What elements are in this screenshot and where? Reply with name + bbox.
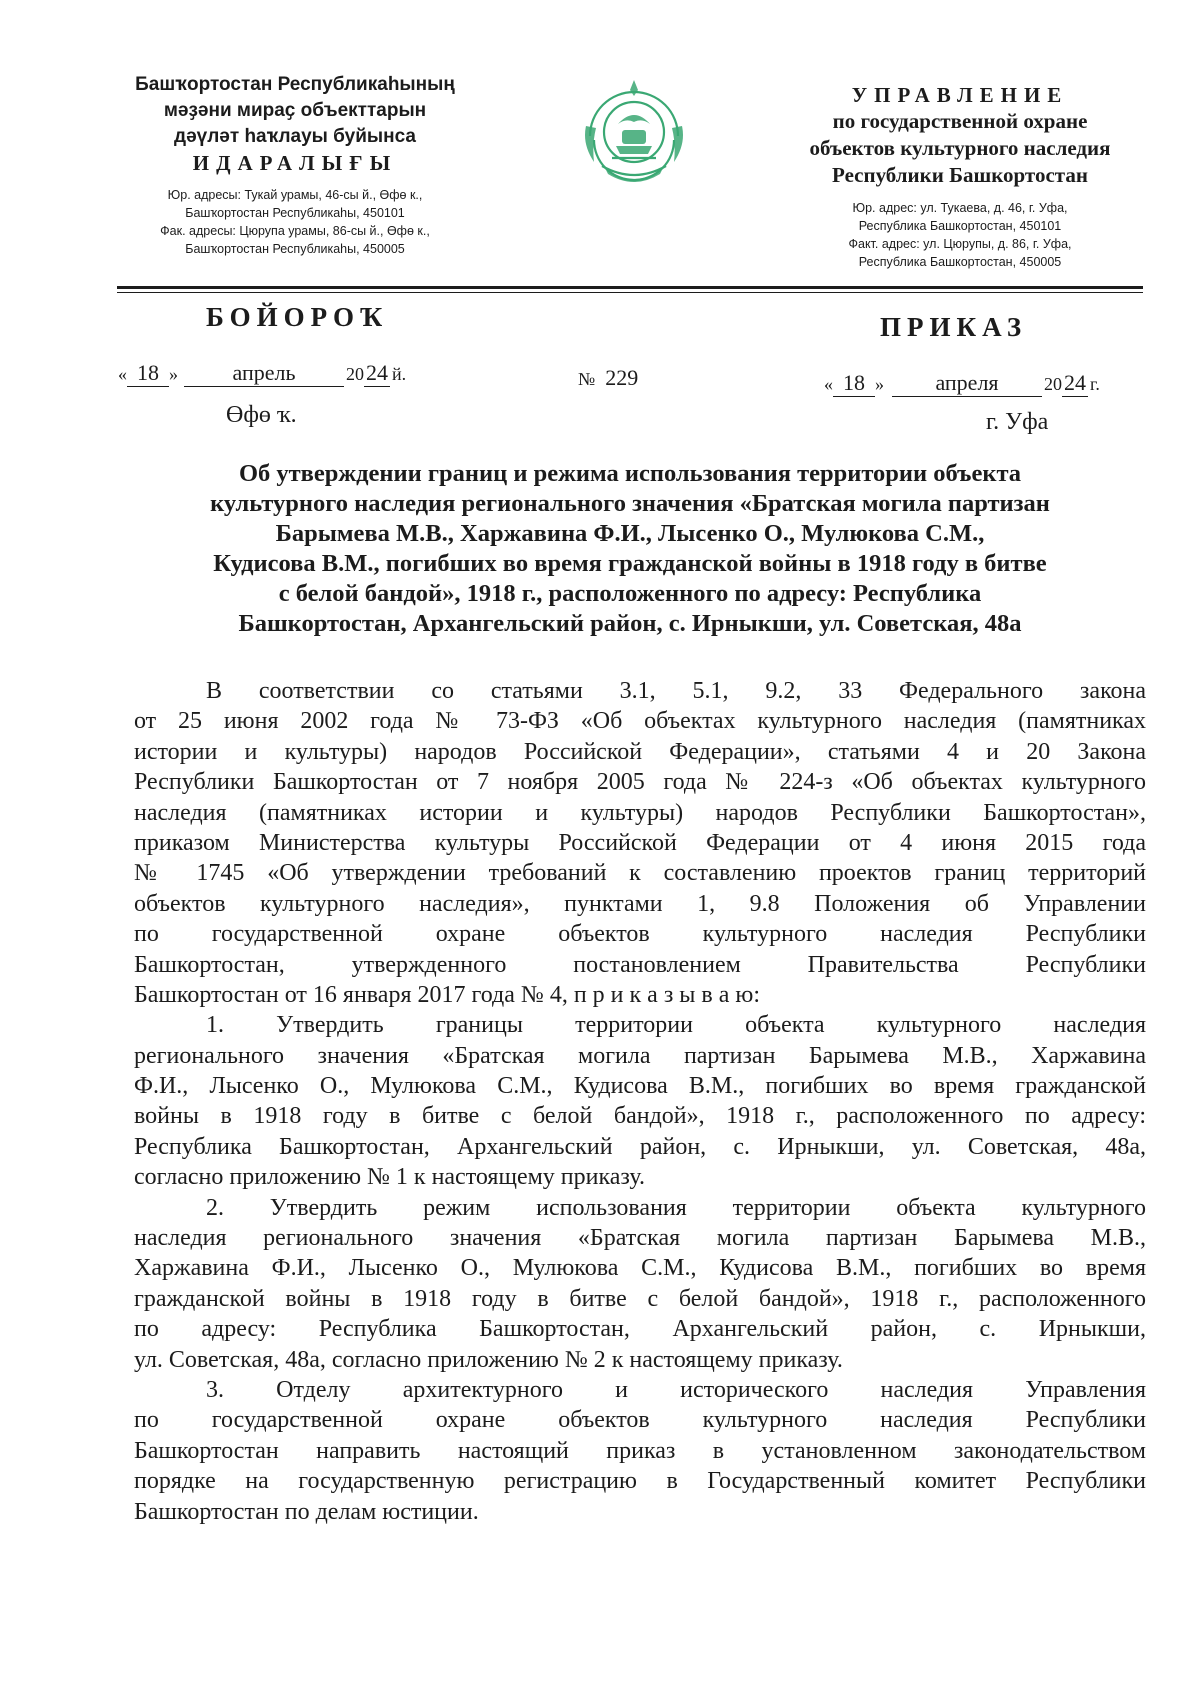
title-line: с белой бандой», 1918 г., расположенного по адресу: Республика	[278, 580, 982, 607]
address-line: Юр. адресы: Тукай урамы, 46-сы й., Өфө к.,	[167, 188, 423, 202]
date-open-quote: «	[824, 374, 833, 394]
order-number	[578, 365, 638, 391]
body-line: Башкортостан направить настоящий приказ в установленном законодательством	[134, 1437, 1146, 1464]
order-body	[134, 676, 1146, 1527]
org-name-line: Республики Башкортостан	[832, 163, 1088, 187]
org-name-line: объектов культурного наследия	[809, 136, 1111, 160]
body-line: Республики Башкортостан от 7 ноября 2005 года № 224-з «Об объектах культурного	[134, 769, 1146, 796]
body-line: от 25 июня 2002 года № 73-ФЗ «Об объектах культурного наследия (памятниках	[134, 708, 1146, 735]
date-month: апрель	[184, 360, 344, 387]
address-block	[100, 186, 490, 258]
body-line: по адресу: Республика Башкортостан, Архангельский район, с. Ирныкши,	[134, 1316, 1146, 1343]
date-year-suffix: 24	[366, 360, 388, 385]
header-divider-thin	[117, 292, 1143, 293]
date-month: апреля	[892, 370, 1042, 397]
title-line: Об утверждении границ и режима использования территории объекта	[238, 460, 1022, 487]
date-day: 18	[833, 370, 875, 397]
address-line: Башҡортостан Республикаһы, 450005	[185, 242, 405, 256]
org-title: ИДАРАЛЫҒЫ	[192, 151, 398, 175]
date-open-quote: «	[118, 364, 127, 384]
address-line: Фак. адресы: Цюрупа урамы, 86-сы й., Өфө к.,	[160, 224, 430, 238]
doc-type-bashkir: БОЙОРОҠ	[206, 302, 389, 332]
address-line: Республика Башкортостан, 450101	[858, 219, 1062, 233]
org-name-line: мәҙәни мираҫ объекттарын	[163, 100, 427, 121]
body-line: Башкортостан по делам юстиции.	[134, 1498, 479, 1525]
body-line: В соответствии со статьями 3.1, 5.1, 9.2, 33 Федерального закона	[206, 678, 1146, 704]
date-year-suffix: 24	[1064, 370, 1086, 395]
org-name-line: по государственной охране	[832, 109, 1088, 133]
header-right-russian	[770, 82, 1150, 271]
body-line: Ф.И., Лысенко О., Мулюкова С.М., Кудисова В.М., погибших во время гражданской	[134, 1073, 1146, 1100]
body-line: Харжавина Ф.И., Лысенко О., Мулюкова С.М., Кудисова В.М., погибших во время	[134, 1255, 1146, 1282]
date-year-prefix: 20	[1044, 374, 1062, 394]
date-day: 18	[127, 360, 169, 387]
org-name-line: дәүләт һаҡлауы буйынса	[174, 126, 416, 147]
title-line: Кудисова В.М., погибших во время гражданской войны в 1918 году в битве	[213, 550, 1047, 577]
body-line: по государственной охране объектов культурного наследия Республики	[134, 921, 1146, 948]
date-close-quote: »	[875, 374, 884, 394]
body-line: Башкортостан, утвержденного постановлением Правительства Республики	[134, 951, 1146, 978]
body-line: 2. Утвердить режим использования территории объекта культурного	[206, 1194, 1146, 1221]
body-line: Башкортостан от 16 января 2017 года № 4, п р и к а з ы в а ю:	[134, 981, 761, 1008]
address-line: Башҡортостан Республикаһы, 450101	[185, 206, 405, 220]
body-line: Республика Башкортостан, Архангельский район, с. Ирныкши, ул. Советская, 48а,	[134, 1133, 1146, 1160]
body-line: войны в 1918 году в битве с белой бандой», 1918 г., расположенного по адресу:	[134, 1103, 1146, 1130]
date-year-mark: г.	[1090, 374, 1100, 394]
body-line: регионального значения «Братская могила партизан Барымева М.В., Харжавина	[134, 1042, 1146, 1069]
date-year-mark: й.	[392, 364, 407, 384]
bashkortostan-emblem-icon	[572, 66, 696, 190]
number-value: 229	[605, 365, 639, 390]
body-line: приказом Министерства культуры Российской Федерации от 4 июня 2015 года	[134, 829, 1146, 856]
number-sign: №	[578, 369, 596, 389]
body-line: объектов культурного наследия», пунктами 1, 9.8 Положения об Управлении	[134, 890, 1146, 917]
body-line: по государственной охране объектов культурного наследия Республики	[134, 1407, 1146, 1434]
address-line: Факт. адрес: ул. Цюрупы, д. 86, г. Уфа,	[848, 237, 1072, 251]
body-line: № 1745 «Об утверждении требований к составлению проектов границ территорий	[134, 860, 1146, 887]
title-line: культурного наследия регионального значения «Братская могила партизан	[210, 490, 1050, 517]
body-line: 1. Утвердить границы территории объекта культурного наследия	[206, 1012, 1146, 1039]
body-line: наследия регионального значения «Братская могила партизан Барымева М.В.,	[134, 1225, 1146, 1252]
body-line: наследия (памятниках истории и культуры) народов Республики Башкортостан»,	[134, 799, 1146, 826]
city-russian: г. Уфа	[986, 409, 1049, 435]
title-line: Башкортостан, Архангельский район, с. Ирныкши, ул. Советская, 48а	[238, 610, 1022, 637]
address-line: Юр. адрес: ул. Тукаева, д. 46, г. Уфа,	[852, 201, 1068, 215]
body-line: согласно приложению № 1 к настоящему приказу.	[134, 1164, 645, 1191]
body-line: порядке на государственную регистрацию в Государственный комитет Республики	[134, 1468, 1146, 1495]
header-left-bashkir	[100, 72, 490, 258]
address-line: Республика Башкортостан, 450005	[858, 255, 1062, 269]
doc-type-russian: ПРИКАЗ	[880, 312, 1028, 342]
city-bashkir: Өфө ҡ.	[226, 402, 297, 428]
address-block	[770, 199, 1150, 271]
org-title: УПРАВЛЕНИЕ	[851, 83, 1069, 107]
title-line: Барымева М.В., Харжавина Ф.И., Лысенко О., Мулюкова С.М.,	[275, 520, 985, 547]
date-close-quote: »	[169, 364, 178, 384]
header-divider-thick	[117, 286, 1143, 289]
body-line: гражданской войны в 1918 году в битве с белой бандой», 1918 г., расположенного	[134, 1285, 1146, 1312]
body-line: ул. Советская, 48а, согласно приложению № 2 к настоящему приказу.	[134, 1346, 843, 1373]
body-line: истории и культуры) народов Российской Федерации», статьями 4 и 20 Закона	[134, 738, 1146, 765]
date-year-prefix: 20	[346, 364, 364, 384]
date-line-left	[118, 360, 406, 387]
body-line: 3. Отделу архитектурного и исторического наследия Управления	[206, 1376, 1146, 1403]
org-name-line: Башҡортостан Республикаһының	[135, 74, 455, 95]
date-line-right	[824, 370, 1100, 397]
order-title	[140, 459, 1120, 639]
